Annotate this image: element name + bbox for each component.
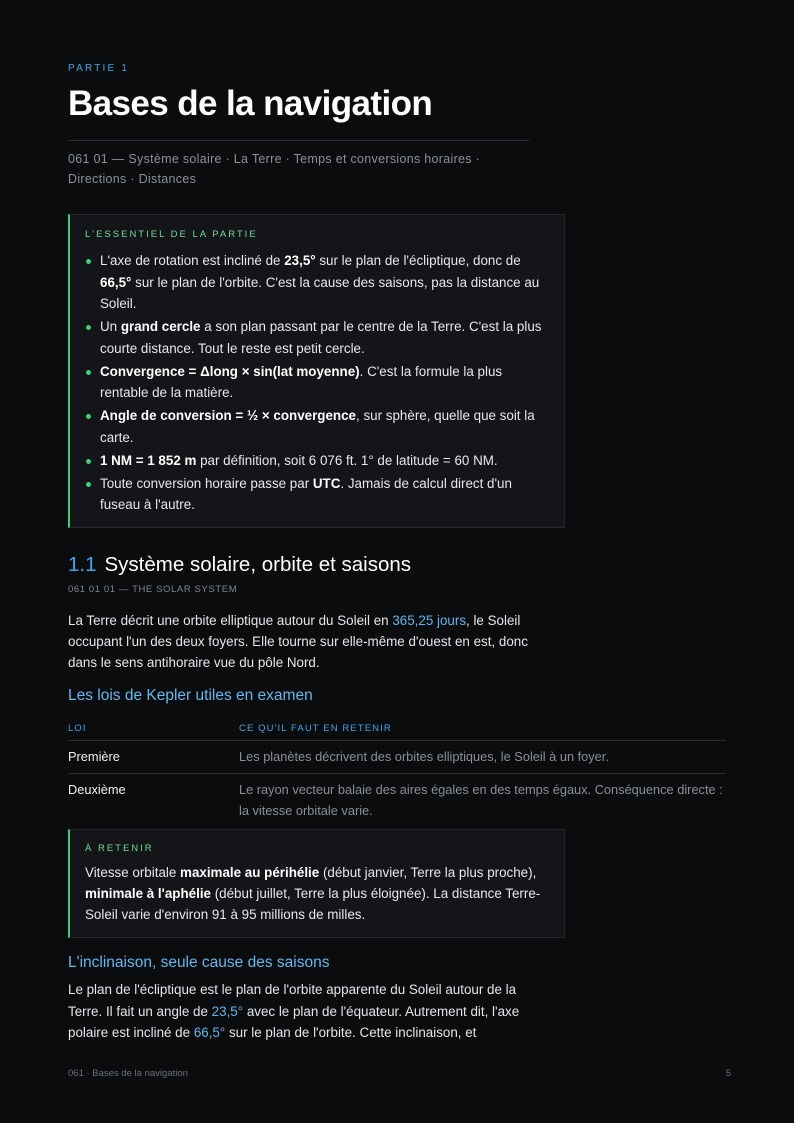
- col-retain-header: CE QU'IL FAUT EN RETENIR: [239, 723, 392, 734]
- kepler-heading: Les lois de Kepler utiles en examen: [68, 687, 313, 704]
- section-heading: [68, 553, 411, 577]
- col-law-header: LOI: [68, 723, 87, 734]
- text-run: . C'est la formule la plus rentable de la matière.: [100, 363, 503, 400]
- essentials-item: [85, 361, 546, 404]
- essentials-item: [85, 405, 546, 448]
- essentials-label: L'ESSENTIEL DE LA PARTIE: [85, 229, 258, 240]
- highlight-text: 66,5°: [193, 1025, 226, 1040]
- section-title: Système solaire, orbite et saisons: [104, 553, 411, 576]
- essentials-item: [85, 250, 546, 315]
- page-number: 5: [725, 1068, 731, 1079]
- text-run: Vitesse orbitale: [85, 865, 181, 880]
- table-row: [68, 741, 726, 774]
- page-footer: [68, 1068, 731, 1079]
- bold-text: 66,5°: [100, 274, 132, 290]
- text-run: L'axe de rotation est incliné de: [100, 253, 285, 268]
- text-run: (début janvier, Terre la plus proche),: [319, 865, 537, 880]
- text-run: La Terre décrit une orbite elliptique autour du Soleil en: [68, 613, 393, 628]
- bold-text: grand cercle: [120, 319, 201, 334]
- bold-text: UTC: [312, 475, 341, 491]
- bold-text: minimale à l'aphélie: [85, 886, 211, 901]
- law-text: Les planètes décrivent des orbites elliptiques, le Soleil à un foyer.: [239, 749, 609, 764]
- section-number: 1.1: [68, 553, 97, 576]
- highlight-text: 365,25 jours: [392, 613, 467, 628]
- title-divider: [68, 140, 529, 141]
- kepler-table: [68, 723, 726, 827]
- text-run: , le Soleil occupant l'un des deux foyers. Elle tourne sur elle-même d'ouest en est, donc dans le sens antihoraire vue du pôle Nord.: [68, 613, 528, 670]
- page-subtitle: 061 01 — Système solaire · La Terre · Temps et conversions horaires · Directions · Distances: [68, 152, 481, 186]
- page-title: Bases de la navigation: [68, 84, 433, 123]
- law-text: Le rayon vecteur balaie des aires égales en des temps égaux. Conséquence directe : la vitesse orbitale varie.: [239, 782, 723, 818]
- text-run: sur le plan de l'orbite. C'est la cause des saisons, pas la distance au Soleil.: [100, 274, 540, 311]
- bold-text: Convergence = Δlong × sin(lat moyenne): [100, 363, 360, 379]
- essentials-item: [85, 316, 546, 359]
- retain-label: À RETENIR: [85, 843, 154, 854]
- essentials-box: [68, 214, 565, 528]
- bold-text: 1 NM = 1 852 m: [100, 452, 197, 468]
- tilt-heading: L'inclinaison, seule cause des saisons: [68, 954, 330, 971]
- table-header: [68, 723, 726, 741]
- section-code: 061 01 01 — THE SOLAR SYSTEM: [68, 584, 238, 595]
- section-intro: [68, 610, 538, 673]
- text-run: a son plan passant par le centre de la Terre. C'est la plus courte distance. Tout le reste est petit cercle.: [100, 319, 542, 356]
- part-kicker: PARTIE 1: [68, 63, 130, 74]
- retain-body: [85, 862, 546, 925]
- text-run: sur le plan de l'orbite. Cette inclinaison, et: [225, 1025, 477, 1040]
- bold-text: Angle de conversion = ½ × convergence: [100, 408, 357, 423]
- bold-text: 23,5°: [284, 253, 316, 268]
- table-row: [68, 774, 726, 827]
- text-run: Le plan de l'écliptique est le plan de l'orbite apparente du Soleil autour de la Terre. Il fait un angle de: [68, 982, 517, 1019]
- essentials-item: [85, 450, 546, 472]
- essentials-list: [85, 250, 546, 516]
- text-run: avec le plan de l'équateur. Autrement dit, l'axe polaire est incliné de: [68, 1003, 520, 1040]
- bold-text: maximale au périhélie: [180, 865, 320, 880]
- law-name: Première: [68, 749, 120, 764]
- text-run: , sur sphère, quelle que soit la carte.: [100, 408, 535, 445]
- text-run: Un: [100, 319, 121, 334]
- highlight-text: 23,5°: [211, 1003, 244, 1019]
- text-run: sur le plan de l'écliptique, donc de: [315, 253, 521, 268]
- retain-box: [68, 829, 565, 938]
- text-run: (début juillet, Terre la plus éloignée). La distance Terre-Soleil varie d'environ 91 à 95 millions de milles.: [85, 886, 541, 922]
- footer-title: 061 · Bases de la navigation: [68, 1068, 188, 1079]
- essentials-item: [85, 473, 546, 516]
- tilt-body: [68, 979, 538, 1044]
- text-run: par définition, soit 6 076 ft. 1° de latitude = 60 NM.: [196, 452, 498, 468]
- law-name: Deuxième: [68, 782, 126, 797]
- text-run: Toute conversion horaire passe par: [100, 475, 313, 491]
- text-run: . Jamais de calcul direct d'un fuseau à l'autre.: [100, 475, 512, 512]
